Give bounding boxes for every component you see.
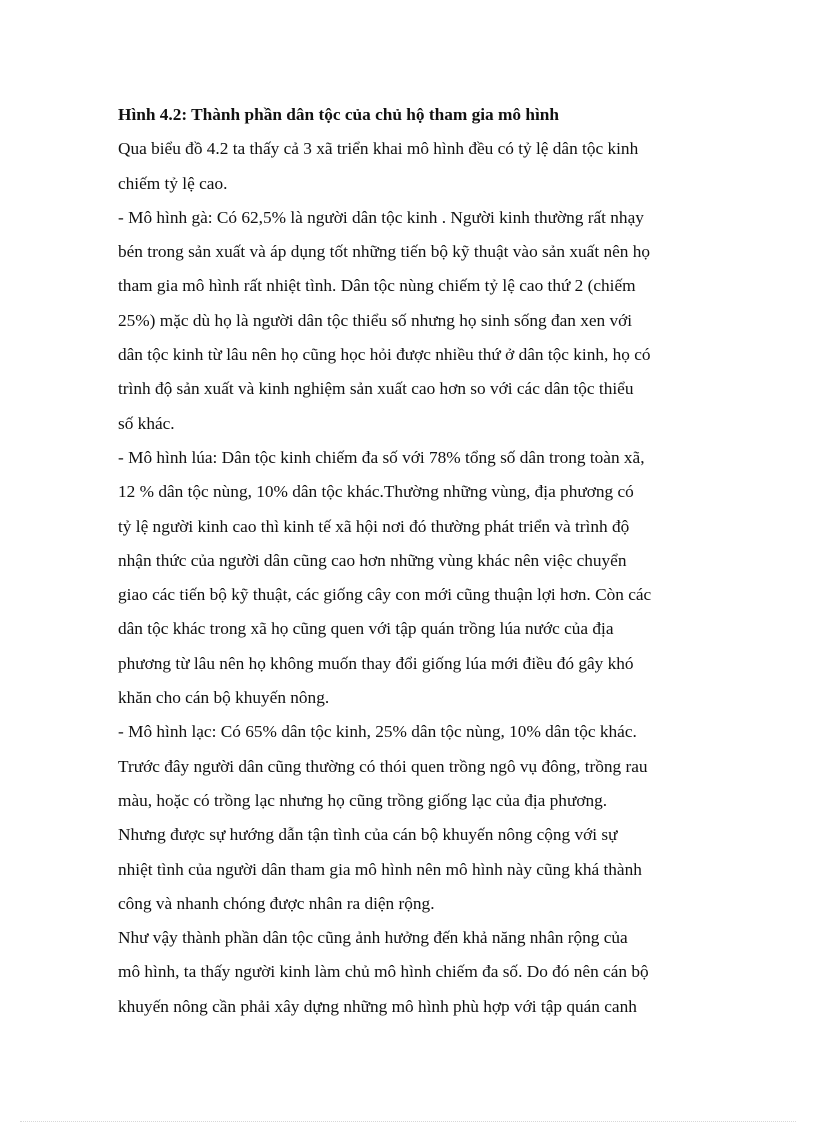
text-line: giao các tiến bộ kỹ thuật, các giống cây con mới cũng thuận lợi hơn. Còn các: [118, 585, 652, 605]
text-line: khuyến nông cần phải xây dựng những mô hình phù hợp với tập quán canh: [118, 996, 637, 1016]
text-line: chiếm tỷ lệ cao.: [118, 173, 228, 193]
text-line: Như vậy thành phần dân tộc cũng ảnh hưởng đến khả năng nhân rộng của: [118, 928, 628, 948]
figure-caption: Hình 4.2: Thành phần dân tộc của chủ hộ tham gia mô hình: [118, 105, 559, 124]
text-line: 25%) mặc dù họ là người dân tộc thiểu số nhưng họ sinh sống đan xen với: [118, 310, 633, 330]
text-line: trình độ sản xuất và kinh nghiệm sản xuất cao hơn so với các dân tộc thiểu: [118, 379, 634, 399]
text-line: Nhưng được sự hướng dẫn tận tình của cán bộ khuyến nông cộng với sự: [118, 825, 618, 845]
text-line: Trước đây người dân cũng thường có thói quen trồng ngô vụ đông, trồng rau: [118, 756, 648, 776]
page-bottom-divider: [20, 1121, 796, 1122]
text-line: nhiệt tình của người dân tham gia mô hình nên mô hình này cũng khá thành: [118, 859, 642, 879]
text-line: khăn cho cán bộ khuyến nông.: [118, 688, 330, 708]
document-body: [118, 98, 703, 1024]
text-line: phương từ lâu nên họ không muốn thay đổi giống lúa mới điều đó gây khó: [118, 653, 634, 673]
text-line: mô hình, ta thấy người kinh làm chủ mô hình chiếm đa số. Do đó nên cán bộ: [118, 962, 649, 982]
text-line: bén trong sản xuất và áp dụng tốt những tiến bộ kỹ thuật vào sản xuất nên họ: [118, 242, 651, 262]
text-line: - Mô hình lúa: Dân tộc kinh chiếm đa số với 78% tổng số dân trong toàn xã,: [118, 447, 645, 467]
text-line: tham gia mô hình rất nhiệt tình. Dân tộc nùng chiếm tỷ lệ cao thứ 2 (chiếm: [118, 276, 636, 296]
text-line: dân tộc khác trong xã họ cũng quen với tập quán trồng lúa nước của địa: [118, 619, 614, 639]
text-line: công và nhanh chóng được nhân ra diện rộng.: [118, 893, 435, 913]
text-line: tỷ lệ người kinh cao thì kinh tế xã hội nơi đó thường phát triển và trình độ: [118, 516, 630, 536]
text-line: nhận thức của người dân cũng cao hơn những vùng khác nên việc chuyển: [118, 550, 627, 570]
text-line: Qua biểu đồ 4.2 ta thấy cả 3 xã triển khai mô hình đều có tỷ lệ dân tộc kinh: [118, 139, 639, 159]
text-line: 12 % dân tộc nùng, 10% dân tộc khác.Thường những vùng, địa phương có: [118, 482, 634, 502]
text-line: - Mô hình gà: Có 62,5% là người dân tộc kinh . Người kinh thường rất nhạy: [118, 207, 644, 227]
text-line: - Mô hình lạc: Có 65% dân tộc kinh, 25% dân tộc nùng, 10% dân tộc khác.: [118, 722, 637, 742]
text-line: màu, hoặc có trồng lạc nhưng họ cũng trồng giống lạc của địa phương.: [118, 790, 608, 810]
text-line: dân tộc kinh từ lâu nên họ cũng học hỏi được nhiều thứ ở dân tộc kinh, họ có: [118, 345, 651, 365]
text-line: số khác.: [118, 413, 175, 433]
